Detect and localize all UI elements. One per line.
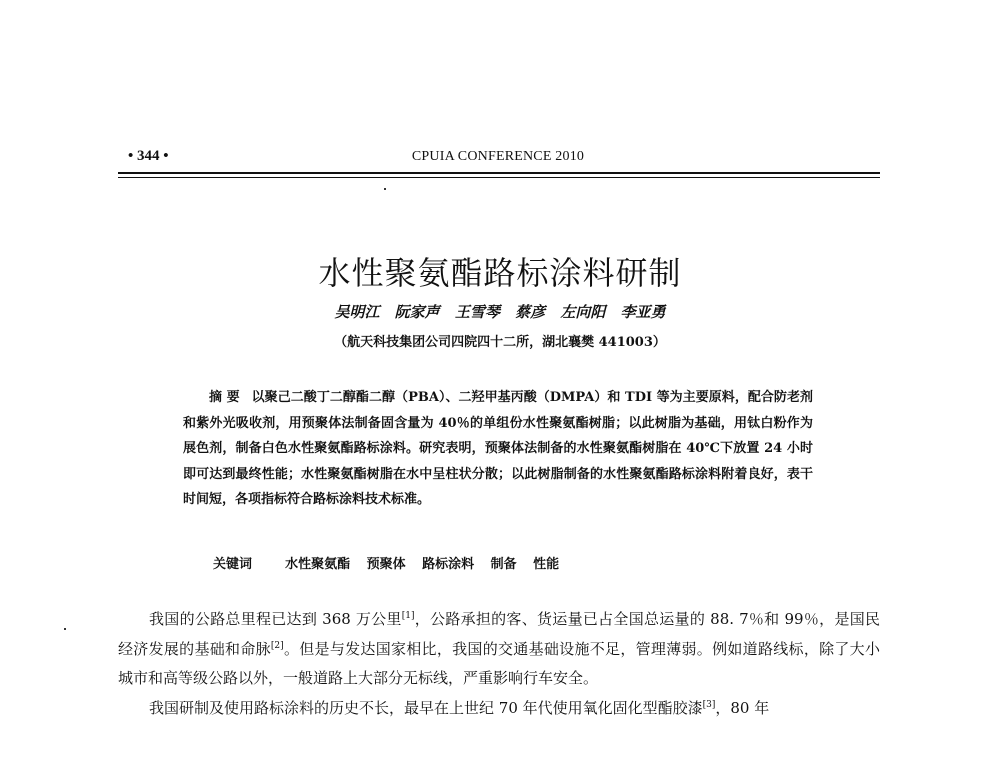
body-text-run: ，公路承担的客、货运量已占全国总运量的 88. 7％和 99％，是国民经济发展的基础和命脉: [118, 610, 881, 658]
abstract: [183, 385, 813, 513]
keywords-list: 水性聚氨酯 预聚体 路标涂料 制备 性能: [285, 557, 560, 572]
scan-speck: [384, 188, 386, 190]
abstract-text: 以聚己二酸丁二醇酯二醇（PBA）、二羟甲基丙酸（DMPA）和 TDI 等为主要原料，配合防老剂和紫外光吸收剂，用预聚体法制备固含量为 40％的单组份水性聚氨酯树脂；以此树脂为基础，用钛白粉作为展色剂，制备白色水性聚氨酯路标涂料。研究表明，预聚体法制备的水性聚氨酯树脂在 40℃下放置 24 小时即可达到最终性能；水性聚氨酯树脂在水中呈柱状分散；以此树脂制备的水性聚氨酯路标涂料附着良好，表干时间短，各项指标符合路标涂料技术标准。: [183, 390, 813, 507]
citation[interactable]: [2]: [270, 640, 284, 651]
running-header: [118, 148, 878, 170]
body-text-run: 我国研制及使用路标涂料的历史不长，最早在上世纪 70 年代使用氧化固化型酯胶漆: [149, 698, 703, 717]
page-number: • 344 •: [128, 148, 169, 164]
header-rule-thin: [118, 177, 880, 178]
paper-title: 水性聚氨酯路标涂料研制: [318, 254, 682, 292]
body-text: [118, 605, 880, 723]
citation[interactable]: [3]: [702, 699, 716, 710]
paragraph: [118, 605, 880, 694]
paragraph: [118, 694, 880, 724]
author-list: 吴明江 阮家声 王雪琴 蔡彦 左向阳 李亚勇: [334, 303, 666, 321]
citation[interactable]: [1]: [401, 611, 415, 621]
body-text-run: 我国的公路总里程已达到 368 万公里: [149, 610, 402, 628]
header-rule-thick: [118, 172, 880, 174]
keywords: [213, 553, 559, 572]
body-text-run: 。但是与发达国家相比，我国的交通基础设施不足，管理薄弱。例如道路线标，除了大小城市和高等级公路以外，一般道路上大部分无标线，严重影响行车安全。: [118, 639, 880, 687]
affiliation: （航天科技集团公司四院四十二所，湖北襄樊 441003）: [334, 335, 666, 350]
abstract-label: 摘 要: [209, 390, 240, 405]
body-text-run: ，80 年: [715, 698, 770, 717]
scan-speck-margin: [64, 628, 66, 630]
keywords-label: 关键词: [213, 557, 253, 572]
journal-name: CPUIA CONFERENCE 2010: [411, 149, 585, 164]
